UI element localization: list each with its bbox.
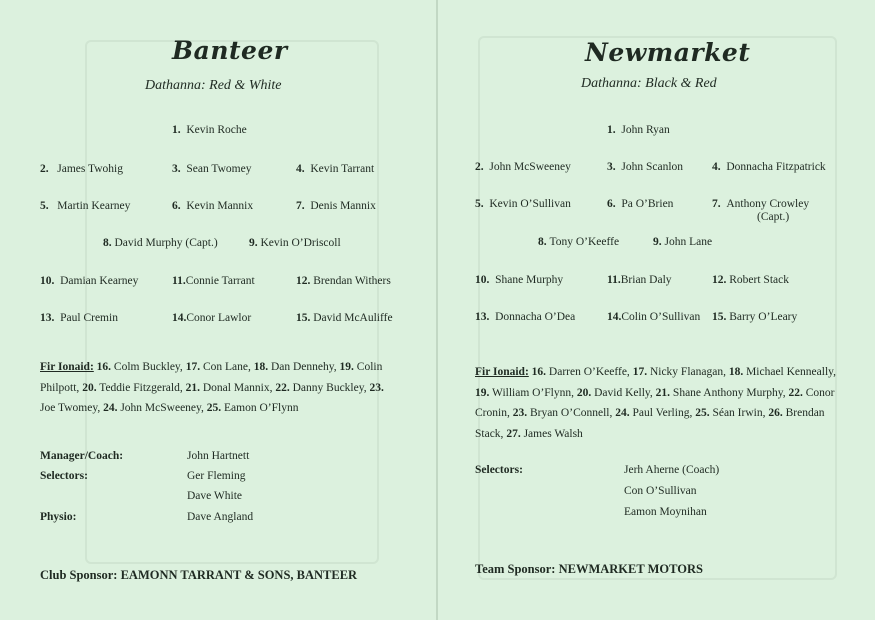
- player-6: 6. Pa O’Brien: [607, 198, 674, 210]
- manager-value: John Hartnett: [187, 450, 250, 462]
- player-1: 1. John Ryan: [607, 124, 670, 136]
- team-sponsor: Team Sponsor: NEWMARKET MOTORS: [475, 562, 703, 576]
- team-title: Newmarket: [585, 38, 751, 67]
- team-title: Banteer: [172, 36, 288, 65]
- player-1: 1. Kevin Roche: [172, 124, 247, 136]
- player-9: 9. John Lane: [653, 236, 713, 248]
- player-10: 10. Shane Murphy: [475, 274, 564, 286]
- background-watermark: [478, 36, 837, 580]
- substitutes-list: Fir Ionaid: 16. Colm Buckley, 17. Con Lane, 18. Dan Dennehy, 19. Colin Philpott, 20. Teddie Fitzgerald, 21. Donal Mannix, 22. Danny Buckley, 23. Joe Twomey, 24. John McSweeney, 25. Eamon O’Flynn: [40, 361, 384, 414]
- player-3: 3. Sean Twomey: [172, 163, 252, 175]
- player-5: 5. Martin Kearney: [40, 200, 131, 212]
- player-3: 3. John Scanlon: [607, 161, 684, 173]
- player-8: 8. David Murphy (Capt.): [103, 237, 218, 249]
- player-4: 4. Donnacha Fitzpatrick: [712, 161, 826, 173]
- player-13: 13. Paul Cremin: [40, 312, 118, 324]
- manager-label: Manager/Coach:: [40, 450, 124, 462]
- captain-note: (Capt.): [757, 211, 790, 223]
- selector-3: Eamon Moynihan: [624, 506, 707, 518]
- player-7: 7. Anthony Crowley: [712, 198, 810, 210]
- player-11: 11.Brian Daly: [607, 274, 672, 286]
- club-sponsor: Club Sponsor: EAMONN TARRANT & SONS, BANTEER: [40, 568, 358, 582]
- team-colours: Dathanna: Red & White: [145, 78, 282, 93]
- selector-2: Dave White: [187, 490, 243, 502]
- player-14: 14.Colin O’Sullivan: [607, 311, 701, 323]
- player-12: 12. Brendan Withers: [296, 275, 391, 287]
- player-13: 13. Donnacha O’Dea: [475, 311, 576, 323]
- physio-value: Dave Angland: [187, 511, 254, 523]
- player-2: 2. John McSweeney: [475, 161, 571, 173]
- selector-2: Con O’Sullivan: [624, 485, 697, 497]
- right-page: [438, 0, 875, 620]
- player-4: 4. Kevin Tarrant: [296, 163, 375, 175]
- physio-label: Physio:: [40, 511, 77, 523]
- player-11: 11.Connie Tarrant: [172, 275, 255, 287]
- player-8: 8. Tony O’Keeffe: [538, 236, 620, 248]
- team-colours: Dathanna: Black & Red: [581, 76, 717, 91]
- selector-1: Jerh Aherne (Coach): [624, 464, 720, 476]
- player-7: 7. Denis Mannix: [296, 200, 376, 212]
- selector-1: Ger Fleming: [187, 470, 246, 482]
- player-15: 15. David McAuliffe: [296, 312, 393, 324]
- player-6: 6. Kevin Mannix: [172, 200, 254, 212]
- left-page: [0, 0, 437, 620]
- player-14: 14.Conor Lawlor: [172, 312, 252, 324]
- player-9: 9. Kevin O’Driscoll: [249, 237, 341, 249]
- player-2: 2. James Twohig: [40, 163, 123, 175]
- selectors-label: Selectors:: [40, 470, 88, 482]
- substitutes-list: Fir Ionaid: 16. Darren O’Keeffe, 17. Nicky Flanagan, 18. Michael Kenneally, 19. William O’Flynn, 20. David Kelly, 21. Shane Anthony Murphy, 22. Conor Cronin, 23. Bryan O’Connell, 24. Paul Verling, 25. Séan Irwin, 26. Brendan Stack, 27. James Walsh: [475, 366, 837, 440]
- player-12: 12. Robert Stack: [712, 274, 789, 286]
- player-5: 5. Kevin O’Sullivan: [475, 198, 571, 210]
- background-watermark: [85, 40, 379, 564]
- selectors-label: Selectors:: [475, 464, 523, 476]
- player-10: 10. Damian Kearney: [40, 275, 139, 287]
- player-15: 15. Barry O’Leary: [712, 311, 798, 323]
